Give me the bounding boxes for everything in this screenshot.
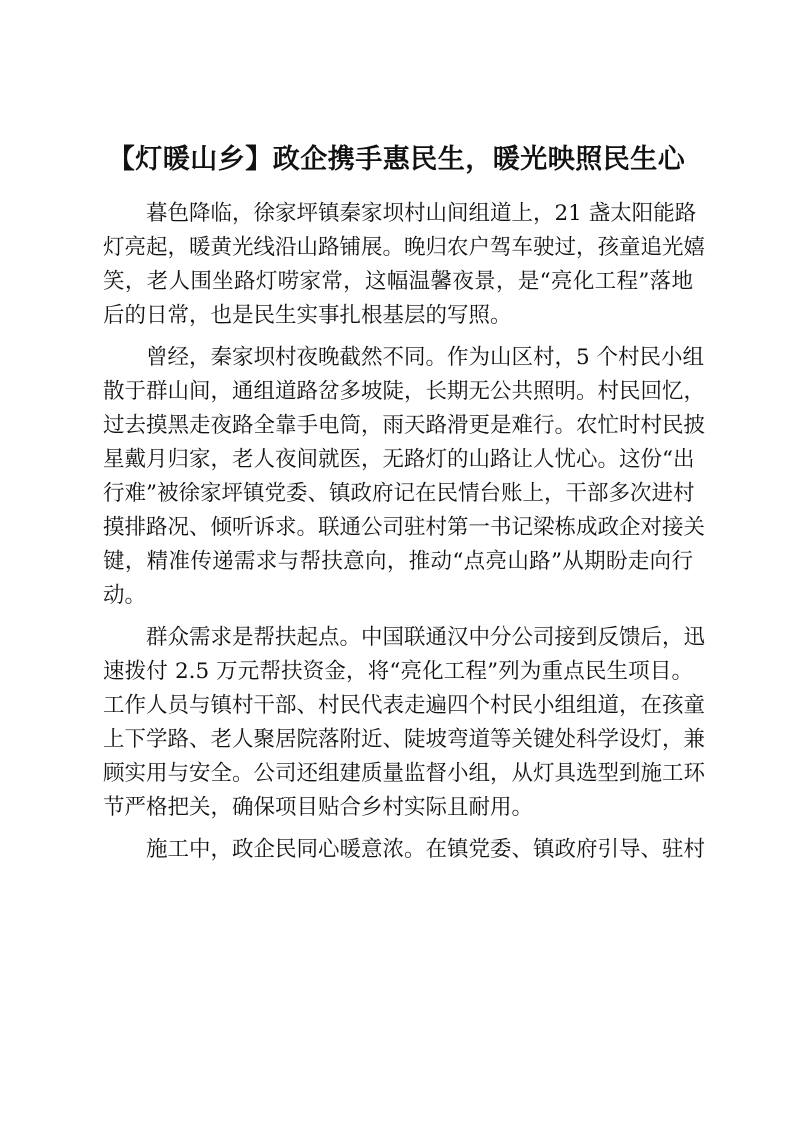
paragraph-line: 笑，老人围坐路灯唠家常，这幅温馨夜景，是“亮化工程”落地 — [103, 269, 693, 294]
paragraph-line: 过去摸黑走夜路全靠手电筒，雨天路滑更是难行。农忙时村民披 — [103, 413, 706, 438]
paragraph-4 — [103, 833, 706, 867]
paragraph-line: 后的日常，也是民生实事扎根基层的写照。 — [103, 303, 512, 328]
paragraph-spacer — [103, 333, 693, 341]
paragraph-spacer — [103, 613, 693, 621]
paragraph-line: 星戴月归家，老人夜间就医，无路灯的山路让人忧心。这份“出 — [103, 447, 695, 472]
paragraph-2 — [103, 341, 706, 613]
paragraph-line: 行难”被徐家坪镇党委、镇政府记在民情台账上，干部多次进村 — [103, 481, 695, 506]
paragraph-line: 暮色降临，徐家坪镇秦家坝村山间组道上，21 盏太阳能路 — [146, 201, 697, 226]
paragraph-line: 灯亮起，暖黄光线沿山路铺展。晚归农户驾车驶过，孩童追光嬉 — [103, 235, 706, 260]
article-body — [103, 197, 706, 867]
paragraph-3 — [103, 621, 706, 825]
document-title: 【灯暖山乡】政企携手惠民生，暖光映照民生心 — [107, 144, 686, 175]
paragraph-spacer — [103, 825, 693, 833]
paragraph-line: 群众需求是帮扶起点。中国联通汉中分公司接到反馈后，迅 — [146, 625, 706, 650]
paragraph-line: 键，精准传递需求与帮扶意向，推动“点亮山路”从期盼走向行 — [103, 549, 693, 574]
paragraph-line: 上下学路、老人聚居院落附近、陡坡弯道等关键处科学设灯，兼 — [103, 727, 706, 752]
paragraph-line: 散于群山间，通组道路岔多坡陡，长期无公共照明。村民回忆， — [103, 379, 706, 404]
paragraph-line: 动。 — [103, 583, 147, 608]
paragraph-line: 节严格把关，确保项目贴合乡村实际且耐用。 — [103, 795, 534, 820]
paragraph-line: 曾经，秦家坝村夜晚截然不同。作为山区村，5 个村民小组 — [146, 345, 705, 370]
paragraph-line: 施工中，政企民同心暖意浓。在镇党委、镇政府引导、驻村 — [146, 837, 706, 862]
paragraph-line: 顾实用与安全。公司还组建质量监督小组，从灯具选型到施工环 — [103, 761, 706, 786]
paragraph-line: 工作人员与镇村干部、村民代表走遍四个村民小组组道，在孩童 — [103, 693, 706, 718]
paragraph-line: 速拨付 2.5 万元帮扶资金，将“亮化工程”列为重点民生项目。 — [103, 659, 693, 684]
paragraph-line: 摸排路况、倾听诉求。联通公司驻村第一书记梁栋成政企对接关 — [103, 515, 706, 540]
paragraph-1 — [103, 197, 706, 333]
